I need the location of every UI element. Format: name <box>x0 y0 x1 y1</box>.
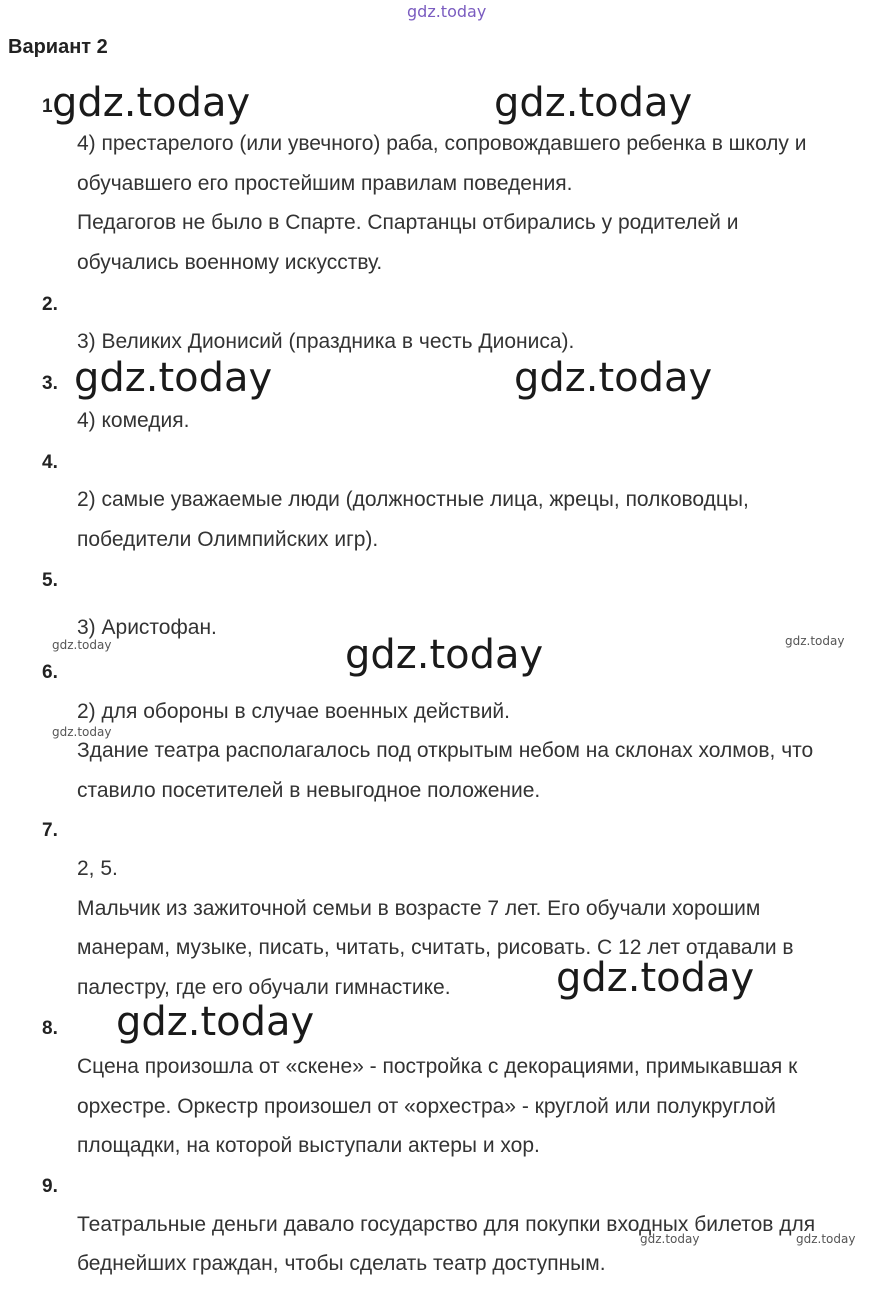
watermark-small: gdz.today <box>52 638 112 652</box>
answer-number: 5. <box>42 570 58 591</box>
watermark-small: gdz.today <box>796 1232 856 1246</box>
watermark: gdz.today <box>74 355 273 401</box>
watermark: gdz.today <box>556 955 755 1001</box>
watermark: gdz.today <box>52 80 251 126</box>
answer-line: 3) Аристофан. <box>77 616 217 639</box>
answer-line: Здание театра располагалось под открытым небом на склонах холмов, что <box>77 739 814 762</box>
answer-line: победители Олимпийских игр). <box>77 528 379 551</box>
answer-number: 4. <box>42 452 58 473</box>
watermark: gdz.today <box>514 355 713 401</box>
answer-line: Театральные деньги давало государство для покупки входных билетов для <box>77 1213 816 1236</box>
watermark-top: gdz.today <box>407 2 487 21</box>
answer-line: беднейших граждан, чтобы сделать театр доступным. <box>77 1252 606 1275</box>
answer-line: 4) престарелого (или увечного) раба, сопровождавшего ребенка в школу и <box>77 132 807 155</box>
watermark-small: gdz.today <box>52 725 112 739</box>
answer-line: обучавшего его простейшим правилам поведения. <box>77 172 573 195</box>
answer-line: ставило посетителей в невыгодное положение. <box>77 779 541 802</box>
answer-number: 7. <box>42 820 58 841</box>
answer-line: 2) самые уважаемые люди (должностные лица, жрецы, полководцы, <box>77 488 749 511</box>
answer-number: 9. <box>42 1176 58 1197</box>
answer-line: 3) Великих Дионисий (праздника в честь Диониса). <box>77 330 575 353</box>
answer-line: 4) комедия. <box>77 409 190 432</box>
watermark-small: gdz.today <box>785 634 845 648</box>
watermark-small: gdz.today <box>640 1232 700 1246</box>
answer-line: площадки, на которой выступали актеры и хор. <box>77 1134 540 1157</box>
watermark: gdz.today <box>116 999 315 1045</box>
answer-number: 8. <box>42 1018 58 1039</box>
answer-number: 3. <box>42 373 58 394</box>
answer-number: 1 <box>42 96 53 117</box>
answer-line: манерам, музыке, писать, читать, считать, рисовать. С 12 лет отдавали в <box>77 936 794 959</box>
answer-line: орхестре. Оркестр произошел от «орхестра» - круглой или полукруглой <box>77 1095 776 1118</box>
watermark: gdz.today <box>494 80 693 126</box>
page-title: Вариант 2 <box>8 36 108 58</box>
answer-line: обучались военному искусству. <box>77 251 383 274</box>
answer-line: 2) для обороны в случае военных действий. <box>77 700 511 723</box>
answer-line: Мальчик из зажиточной семьи в возрасте 7 лет. Его обучали хорошим <box>77 897 761 920</box>
answer-number: 2. <box>42 294 58 315</box>
answer-line: Педагогов не было в Спарте. Спартанцы отбирались у родителей и <box>77 211 739 234</box>
answer-line: Сцена произошла от «скене» - постройка с декорациями, примыкавшая к <box>77 1055 798 1078</box>
watermark: gdz.today <box>345 632 544 678</box>
answer-number: 6. <box>42 662 58 683</box>
answer-line: 2, 5. <box>77 857 118 880</box>
answer-line: палестру, где его обучали гимнастике. <box>77 976 451 999</box>
